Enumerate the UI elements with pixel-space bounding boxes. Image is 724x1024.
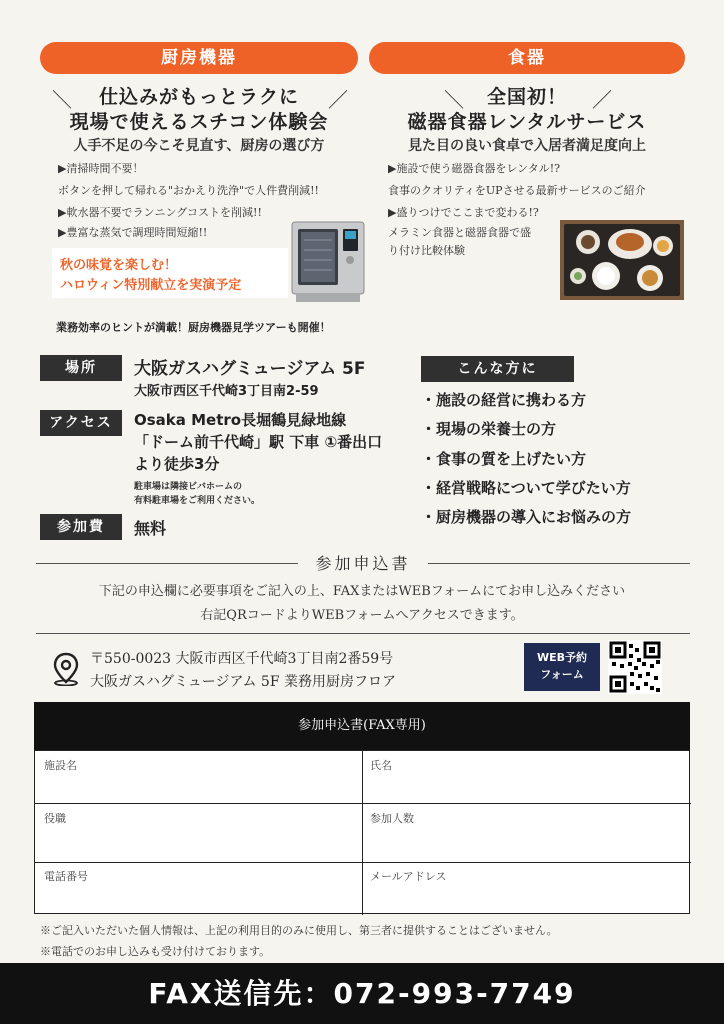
form-row-divider-1: [35, 803, 691, 804]
target-item-4: ・経営戦略について学びたい方: [421, 479, 631, 497]
location-pin-icon: [52, 652, 80, 686]
tableware-line-4: メラミン食器と磁器食器で盛: [388, 226, 531, 239]
tableware-headline-1: 全国初！: [486, 86, 567, 108]
tableware-subtitle: 見た目の良い食卓で入居者満足度向上: [408, 138, 646, 154]
form-header: 参加申込書(FAX専用): [34, 702, 690, 750]
kitchen-headline-2: 現場で使えるスチコン体験会: [69, 111, 329, 133]
web-form-button[interactable]: [524, 643, 600, 691]
target-item-5: ・厨房機器の導入にお悩みの方: [421, 508, 632, 526]
apply-description-2: 右記QRコードよりWEBフォームへアクセスできます。: [200, 608, 524, 623]
target-item-2: ・現場の栄養士の方: [421, 420, 557, 438]
access-tag: アクセス: [40, 410, 122, 436]
place-tag: 場所: [40, 355, 122, 381]
halloween-highlight-box: [52, 248, 288, 298]
meal-tray-image: [560, 220, 684, 300]
halloween-highlight-1: 秋の味覚を楽しむ！: [60, 258, 178, 273]
slash-deco-left-2: ＼: [444, 88, 464, 112]
apply-title: 参加申込書: [315, 554, 411, 573]
tableware-line-1: ▶施設で使う磁器食器をレンタル!?: [388, 162, 561, 175]
access-line-3: より徒歩3分: [134, 455, 220, 473]
place-address: 大阪市西区千代崎3丁目南2-59: [134, 384, 319, 399]
place-name: 大阪ガスハグミュージアム 5F: [134, 359, 366, 379]
category-pill-kitchen: 厨房機器: [40, 42, 358, 74]
target-tag: こんな方に: [421, 356, 574, 382]
kitchen-line-2: ボタンを押して帰れる"おかえり洗浄"で人件費削減!!: [58, 184, 319, 197]
parking-note-1: 駐車場は隣接ビバホームの: [134, 482, 243, 492]
form-table: [34, 750, 690, 914]
kitchen-line-1: ▶清掃時間不要！: [58, 162, 144, 175]
access-line-1: Osaka Metro長堀鶴見緑地線: [134, 411, 347, 429]
kitchen-headline-1: 仕込みがもっとラクに: [98, 86, 299, 108]
venue-address-1: 〒550-0023 大阪市西区千代崎3丁目南2番59号: [90, 651, 394, 667]
web-form-label-1: WEB予約: [536, 651, 588, 664]
kitchen-line-3: ▶軟水器不要でランニングコストを削減!!: [58, 206, 262, 219]
combi-oven-image: [290, 220, 366, 304]
apply-description-1: 下記の申込欄に必要事項をご記入の上、FAXまたはWEBフォームにてお申し込みください: [98, 584, 626, 599]
fee-value: 無料: [134, 519, 167, 538]
slash-deco-right: ／: [328, 88, 348, 112]
kitchen-subtitle: 人手不足の今こそ見直す、厨房の選び方: [73, 138, 325, 154]
tableware-line-2: 食事のクオリティをUPさせる最新サービスのご紹介: [388, 184, 646, 197]
field-position[interactable]: 役職: [44, 812, 66, 825]
parking-note-2: 有料駐車場をご利用ください。: [134, 496, 261, 506]
divider-full: [36, 633, 690, 634]
privacy-note: ※ご記入いただいた個人情報は、上記の利用目的のみに使用し、第三者に提供することはございません。: [40, 924, 558, 937]
field-phone[interactable]: 電話番号: [44, 870, 88, 883]
field-participants[interactable]: 参加人数: [370, 812, 414, 825]
phone-note: ※電話でのお申し込みも受け付けております。: [40, 945, 271, 958]
venue-address-2: 大阪ガスハグミュージアム 5F 業務用厨房フロア: [90, 674, 396, 690]
tableware-line-3: ▶盛りつけでここまで変わる!?: [388, 206, 539, 219]
access-line-2: 「ドーム前千代崎」駅 下車 ①番出口: [134, 433, 383, 451]
qr-code[interactable]: [608, 640, 662, 694]
tableware-line-5: り付け比較体験: [388, 244, 465, 257]
target-item-3: ・食事の質を上げたい方: [421, 450, 587, 468]
tour-note: 業務効率のヒントが満載！厨房機器見学ツアーも開催！: [56, 321, 331, 334]
field-name[interactable]: 氏名: [370, 759, 392, 772]
slash-deco-right-2: ／: [592, 88, 612, 112]
category-pill-tableware: 食器: [369, 42, 685, 74]
kitchen-line-4: ▶豊富な蒸気で調理時間短縮!!: [58, 226, 208, 239]
tableware-headline-2: 磁器食器レンタルサービス: [407, 111, 647, 133]
slash-deco-left: ＼: [52, 88, 72, 112]
field-email[interactable]: メールアドレス: [370, 870, 447, 883]
divider-right: [428, 563, 690, 564]
fax-number-banner: FAX送信先：072-993-7749: [0, 963, 724, 1024]
fee-tag: 参加費: [40, 514, 122, 540]
divider-left: [36, 563, 298, 564]
field-facility-name[interactable]: 施設名: [44, 759, 77, 772]
web-form-label-2: フォーム: [540, 668, 584, 681]
target-item-1: ・施設の経営に携わる方: [421, 391, 587, 409]
halloween-highlight-2: ハロウィン特別献立を実演予定: [60, 278, 242, 293]
form-row-divider-2: [35, 862, 691, 863]
form-col-divider: [362, 751, 363, 915]
